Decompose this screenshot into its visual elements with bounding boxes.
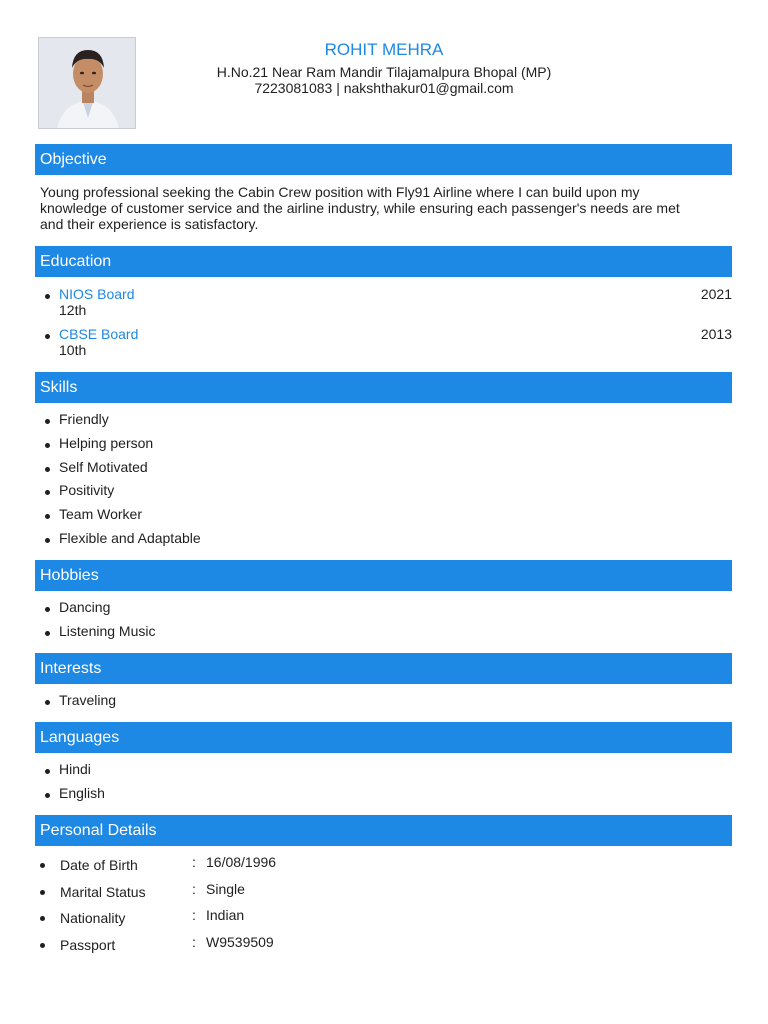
objective-line: Young professional seeking the Cabin Crew position with Fly91 Airline where I can build upon my <box>40 184 640 200</box>
skill-item: Team Worker <box>40 506 732 530</box>
skill-item: Helping person <box>40 435 732 459</box>
detail-separator: : <box>192 880 196 897</box>
languages-list <box>40 761 732 809</box>
address-line: H.No.21 Near Ram Mandir Tilajamalpura Bhopal (MP) <box>216 64 552 80</box>
detail-label: Passport <box>60 936 116 953</box>
detail-label: Date of Birth <box>60 857 138 873</box>
education-item <box>40 286 732 326</box>
detail-label: Marital Status <box>60 883 146 900</box>
detail-separator: : <box>192 933 196 950</box>
language-item: English <box>40 785 732 809</box>
section-header-objective: Objective <box>35 144 732 175</box>
education-board: CBSE Board <box>59 326 139 342</box>
section-header-personal-details: Personal Details <box>35 815 732 846</box>
skill-item: Flexible and Adaptable <box>40 530 732 554</box>
detail-value: Single <box>206 880 245 897</box>
skill-item: Friendly <box>40 411 732 435</box>
skill-item: Self Motivated <box>40 459 732 483</box>
interests-list <box>40 692 732 716</box>
education-year: 2013 <box>700 326 732 342</box>
section-header-hobbies: Hobbies <box>35 560 732 591</box>
personal-detail-row <box>35 852 535 879</box>
personal-detail-row <box>35 879 535 906</box>
detail-value: W9539509 <box>206 933 274 950</box>
bullet-icon <box>40 863 45 868</box>
skills-list <box>40 411 732 554</box>
hobbies-list <box>40 599 732 647</box>
personal-detail-row <box>35 905 535 932</box>
detail-label: Nationality <box>60 910 126 926</box>
section-header-interests: Interests <box>35 653 732 684</box>
section-header-education: Education <box>35 246 732 277</box>
detail-separator: : <box>192 854 196 870</box>
personal-detail-row <box>35 932 535 959</box>
detail-value: Indian <box>206 907 245 923</box>
objective-line: and their experience is satisfactory. <box>40 216 259 232</box>
personal-details-table <box>35 852 535 958</box>
hobby-item: Dancing <box>40 599 732 623</box>
detail-separator: : <box>192 907 196 923</box>
interest-item: Traveling <box>40 692 732 716</box>
hobby-item: Listening Music <box>40 623 732 647</box>
objective-text <box>40 184 730 232</box>
contact-line: 7223081083 | nakshthakur01@gmail.com <box>254 80 514 96</box>
education-board: NIOS Board <box>59 286 135 302</box>
bullet-icon <box>40 890 45 895</box>
section-header-languages: Languages <box>35 722 732 753</box>
education-level: 10th <box>59 342 87 358</box>
bullet-icon <box>40 916 45 921</box>
education-item <box>40 326 732 366</box>
education-list <box>40 286 732 366</box>
language-item: Hindi <box>40 761 732 785</box>
education-level: 12th <box>59 302 87 318</box>
resume-name: ROHIT MEHRA <box>324 40 444 59</box>
detail-value: 16/08/1996 <box>206 854 277 870</box>
bullet-icon <box>40 943 45 948</box>
objective-line: knowledge of customer service and the airline industry, while ensuring each passenger's needs are met <box>40 200 680 216</box>
section-header-skills: Skills <box>35 372 732 403</box>
education-year: 2021 <box>700 286 732 302</box>
skill-item: Positivity <box>40 482 732 506</box>
